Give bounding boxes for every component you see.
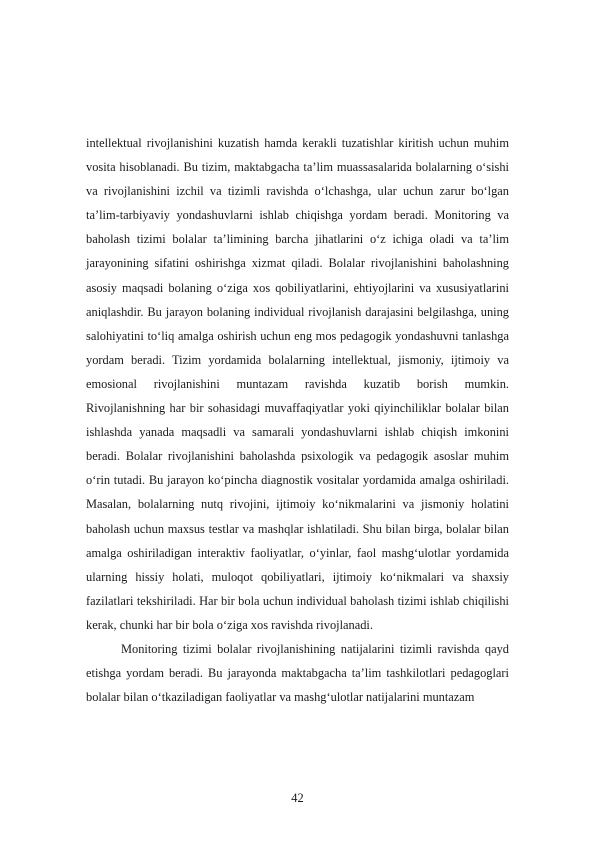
document-page	[86, 131, 509, 709]
body-paragraph-1: intellektual rivojlanishini kuzatish hamda kerakli tuzatishlar kiritish uchun muhim vosita hisoblanadi. Bu tizim, maktabgacha ta’lim muassasalarida bolalarning o‘sishi va rivojlanishini izchil va tizimli ravishda o‘lchashga, ular uchun zarur bo‘lgan ta’lim-tarbiyaviy yondashuvlarni ishlab chiqishga yordam beradi. Monitoring va baholash tizimi bolalar ta’limining barcha jihatlarini o‘z ichiga oladi va ta’lim jarayonining sifatini oshirishga xizmat qiladi. Bolalar rivojlanishini baholashning asosiy maqsadi bolaning o‘ziga xos qobiliyatlarini, ehtiyojlarini va xususiyatlarini aniqlashdir. Bu jarayon bolaning individual rivojlanish darajasini belgilashga, uning salohiyatini to‘liq amalga oshirish uchun eng mos pedagogik yondashuvni tanlashga yordam beradi. Tizim yordamida bolalarning intellektual, jismoniy, ijtimoiy va emosional rivojlanishini muntazam ravishda kuzatib borish mumkin. Rivojlanishning har bir sohasidagi muvaffaqiyatlar yoki qiyinchiliklar bolalar bilan ishlashda yanada maqsadli va samarali yondashuvlarni ishlab chiqish imkonini beradi. Bolalar rivojlanishini baholashda psixologik va pedagogik asoslar muhim o‘rin tutadi. Bu jarayon ko‘pincha diagnostik vositalar yordamida amalga oshiriladi. Masalan, bolalarning nutq rivojini, ijtimoiy ko‘nikmalarini va jismoniy holatini baholash uchun maxsus testlar va mashqlar ishlatiladi. Shu bilan birga, bolalar bilan amalga oshiriladigan interaktiv faoliyatlar, o‘yinlar, faol mashg‘ulotlar yordamida ularning hissiy holati, muloqot qobiliyatlari, ijtimoiy ko‘nikmalari va shaxsiy fazilatlari tekshiriladi. Har bir bola uchun individual baholash tizimi ishlab chiqilishi kerak, chunki har bir bola o‘ziga xos ravishda rivojlanadi.	[86, 136, 509, 632]
body-paragraph-2: Monitoring tizimi bolalar rivojlanishining natijalarini tizimli ravishda qayd etishga yordam beradi. Bu jarayonda maktabgacha ta’lim tashkilotlari pedagoglari bolalar bilan o‘tkaziladigan faoliyatlar va mashg‘ulotlar natijalarini muntazam	[86, 641, 509, 705]
page-number: 42	[291, 791, 304, 805]
